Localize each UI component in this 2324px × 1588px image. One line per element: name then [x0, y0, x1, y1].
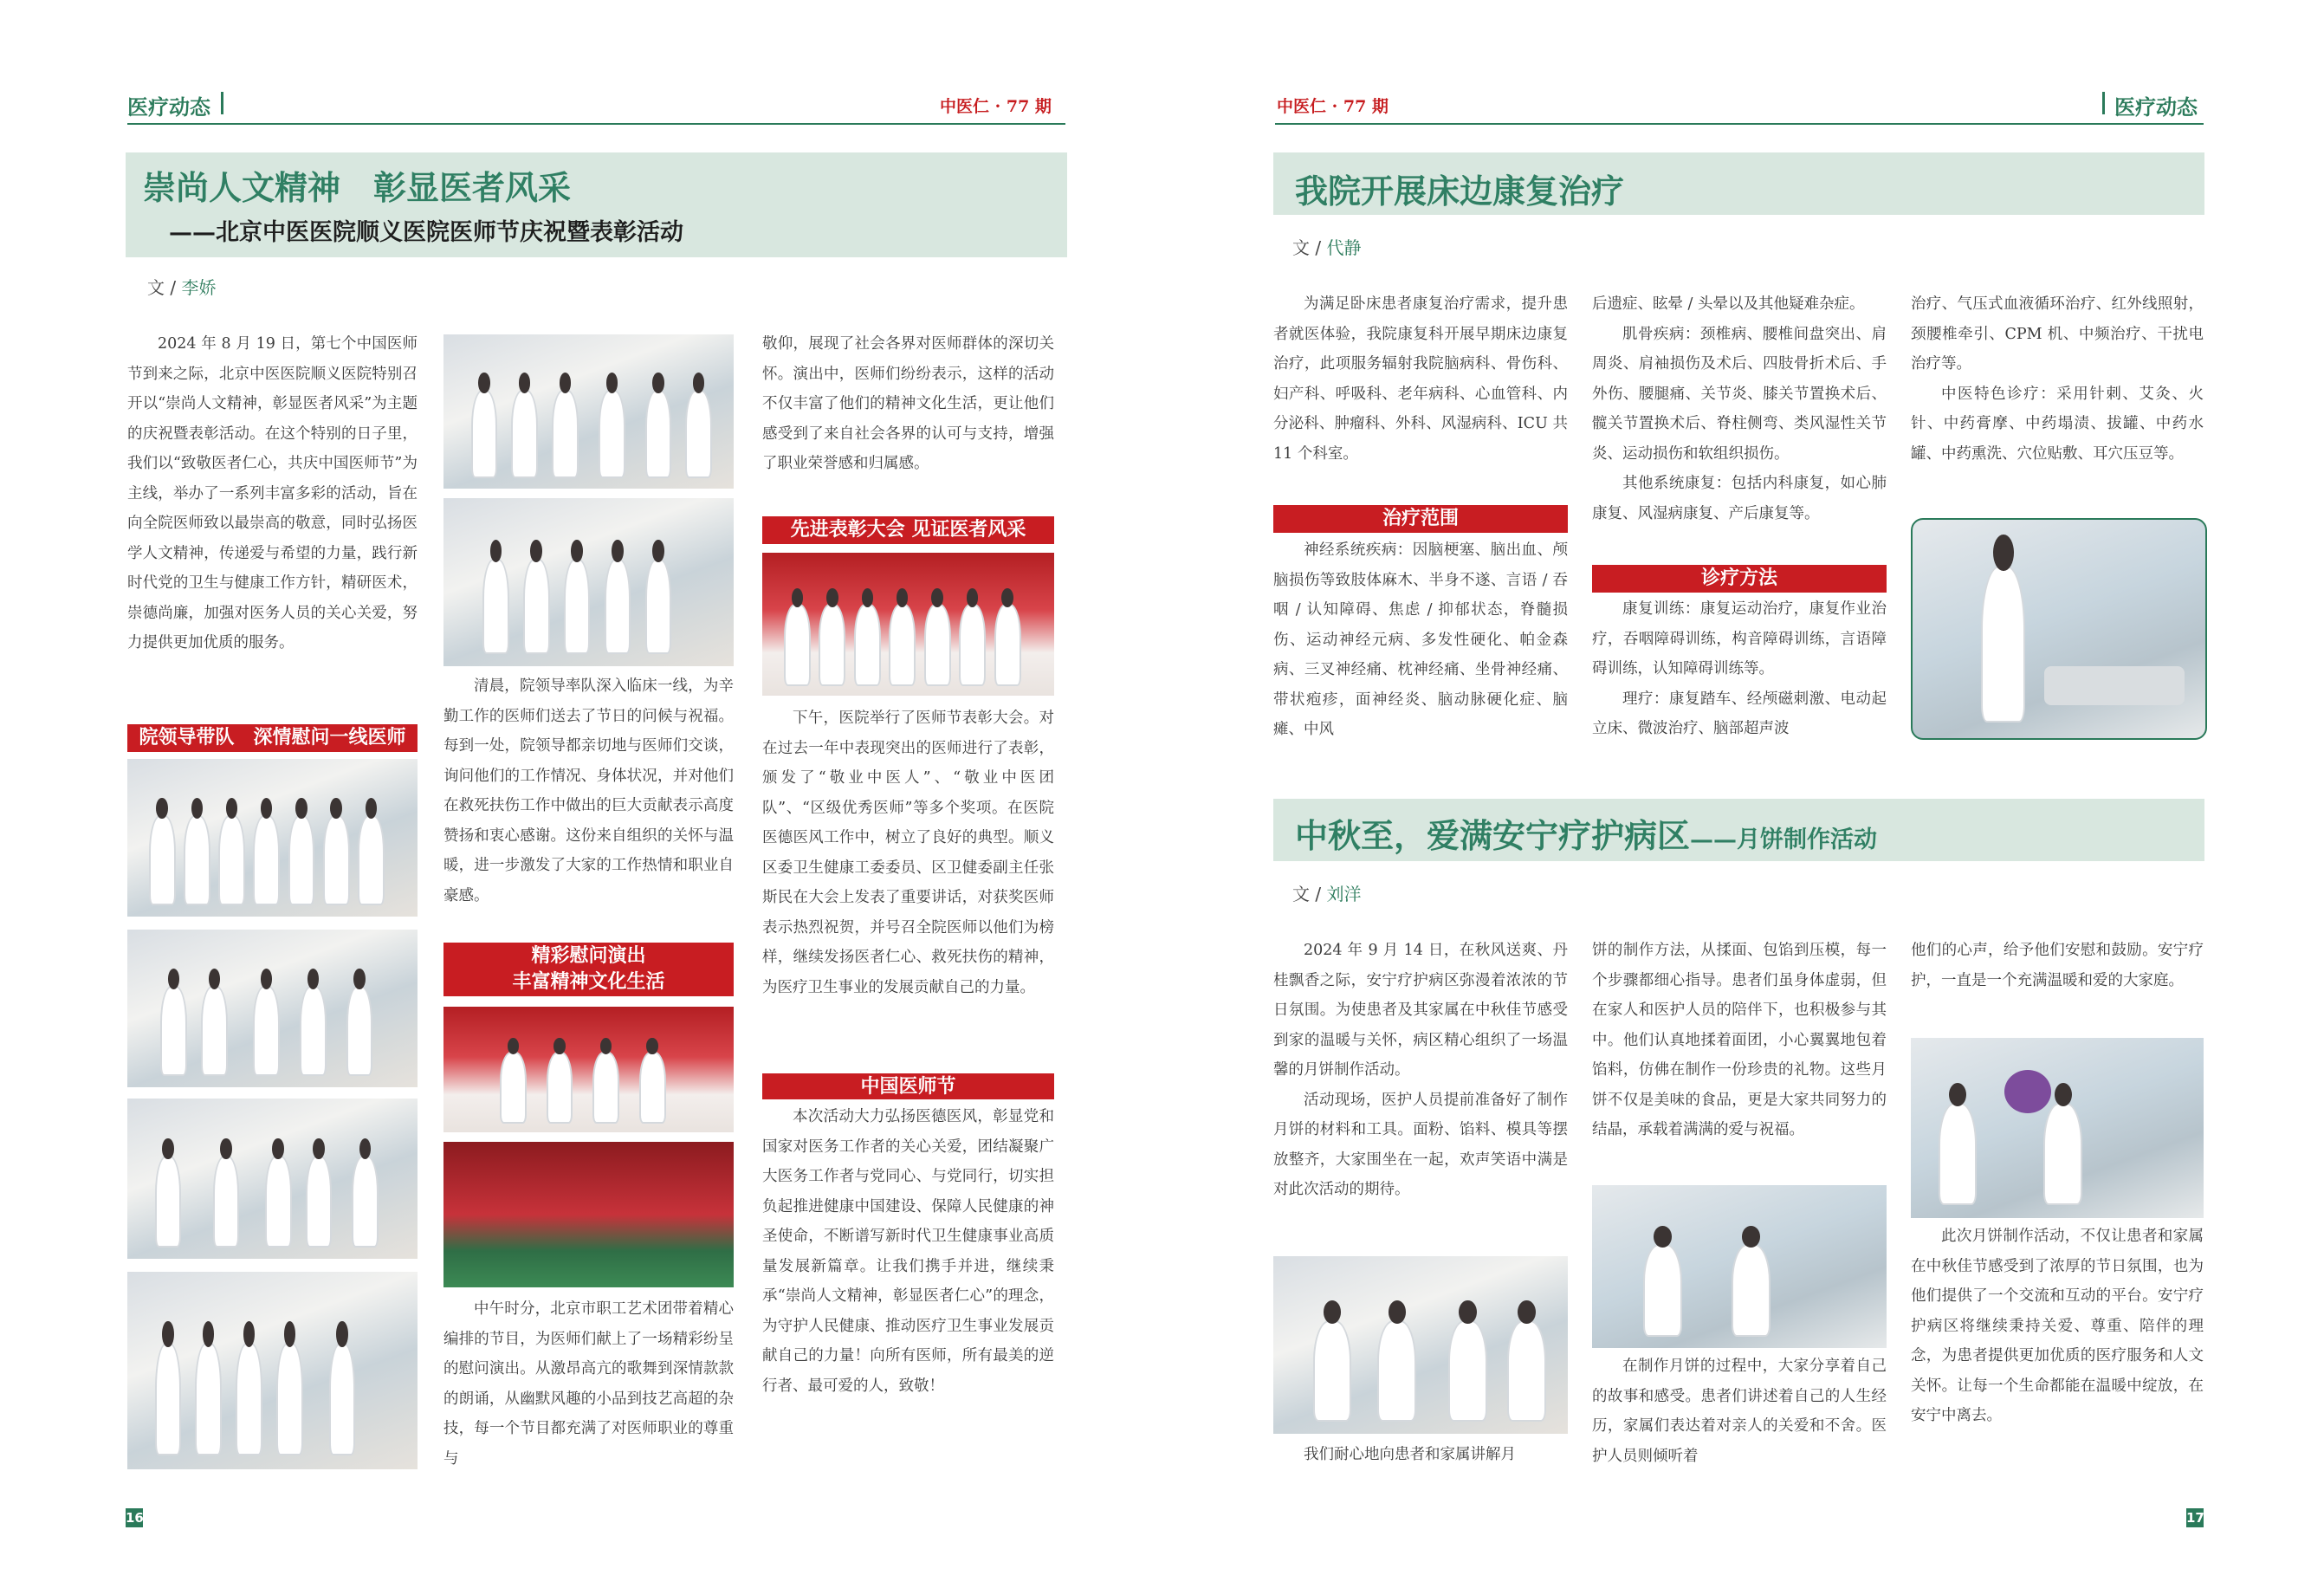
article2-section-heading-2: 诊疗方法: [1592, 565, 1887, 593]
paragraph: 治疗、气压式血液循环治疗、红外线照射，颈腰椎牵引、CPM 机、中频治疗、干扰电治疗等。: [1911, 295, 2204, 373]
paragraph: 本次活动大力弘扬医德医风，彰显党和国家对医务工作者的关心关爱，团结凝聚广大医务工作者与党同心、与党同行，切实担负起推进健康中国建设、保障人民健康的神圣使命，不断谱写新时代卫生健康事业高质量发展新篇章。让我们携手并进，继续秉承“崇尚人文精神，彰显医者仁心”的理念，为守护人民健康、推动医疗卫生事业发展贡献自己的力量！向所有医师，所有最美的逆行者、最可爱的人，致敬！: [762, 1108, 1054, 1395]
paragraph: 后遗症、眩晕 / 头晕以及其他疑难杂症。: [1592, 295, 1865, 313]
section-heading-line: 精彩慰问演出: [531, 944, 646, 967]
photo-performance-1: [443, 1007, 734, 1132]
right-issue-label: 中医仁 · 77 期: [1277, 97, 1389, 116]
paragraph: 2024 年 9 月 14 日，在秋风送爽、丹桂飘香之际，安宁疗护病区弥漫着浓浓的节日氛围。为使患者及其家属在中秋佳节感受到家的温暖与关怀，病区精心组织了一场温馨的月饼制作活动。: [1273, 942, 1568, 1079]
article3-title-box: [1273, 799, 2204, 861]
photo-mooncake-ward: [1911, 1038, 2204, 1218]
paragraph: 我们耐心地向患者和家属讲解月: [1304, 1446, 1516, 1463]
article1-col3b: [762, 703, 1054, 1002]
left-section-divider: [221, 92, 223, 114]
byline-prefix: 文 /: [147, 277, 182, 298]
article3-col3a: [1911, 936, 2204, 995]
paragraph: 敬仰，展现了社会各界对医师群体的深切关怀。演出中，医师们纷纷表示，这样的活动不仅丰富了他们的精神文化生活，更让他们感受到了来自社会各界的认可与支持，增强了职业荣誉感和归属感。: [762, 335, 1054, 472]
byline-prefix: 文 /: [1292, 884, 1327, 904]
paragraph: 活动现场，医护人员提前准备好了制作月饼的材料和工具。面粉、馅料、模具等摆放整齐，大家围坐在一起，欢声笑语中满是对此次活动的期待。: [1273, 1091, 1568, 1198]
paragraph: 神经系统疾病：因脑梗塞、脑出血、颅脑损伤等致肢体麻木、半身不遂、言语 / 吞咽 / 认知障碍、焦虑 / 抑郁状态，脊髓损伤、运动神经元病、多发性硬化、帕金森病、三叉神经痛、枕神经痛、坐骨神经痛、带状疱疹，面神经炎、脑动脉硬化症、脑瘫、中风: [1273, 541, 1568, 738]
right-section-divider: [2102, 92, 2105, 114]
article1-col1: [127, 329, 418, 658]
article2-col2a: [1592, 289, 1887, 528]
article1-section-heading-4: 中国医师节: [762, 1073, 1054, 1099]
article1-section-heading-3: 先进表彰大会 见证医者风采: [762, 516, 1054, 544]
paragraph: 此次月饼制作活动，不仅让患者和家属在中秋佳节感受到了浓厚的节日氛围，也为他们提供了一个交流和互动的平台。安宁疗护病区将继续秉持关爱、尊重、陪伴的理念，为患者提供更加优质的医疗服务和人文关怀。让每一个生命都能在温暖中绽放，在安宁中离去。: [1911, 1228, 2204, 1424]
paragraph: 他们的心声，给予他们安慰和鼓励。安宁疗护，一直是一个充满温暖和爱的大家庭。: [1911, 942, 2204, 989]
paragraph: 清晨，院领导率队深入临床一线，为辛勤工作的医师们送去了节日的问候与祝福。每到一处，院领导都亲切地与医师们交谈，询问他们的工作情况、身体状况，并对他们在救死扶伤工作中做出的巨大贡献表示高度赞扬和衷心感谢。这份来自组织的关怀与温暖，进一步激发了大家的工作热情和职业自豪感。: [443, 677, 734, 904]
photo-award-ceremony: [762, 553, 1054, 696]
paragraph: 饼的制作方法，从揉面、包馅到压模，每一个步骤都细心指导。患者们虽身体虚弱，但在家人和医护人员的陪伴下，也积极参与其中。他们认真地揉着面团，小心翼翼地包着馅料，仿佛在制作一份珍贵的礼物。这些月饼不仅是美味的食品，更是大家共同努力的结晶，承载着满满的爱与祝福。: [1592, 942, 1887, 1138]
left-header-rule: [127, 123, 1065, 125]
paragraph: 其他系统康复：包括内科康复，如心肺康复、风湿病康复、产后康复等。: [1592, 475, 1887, 522]
photo-doctor-group-2: [127, 930, 418, 1087]
left-page-number: 16: [126, 1510, 144, 1526]
article1-author: 李娇: [181, 277, 217, 298]
article2-byline: [1292, 234, 1361, 259]
paragraph: 理疗：康复踏车、经颅磁刺激、电动起立床、微波治疗、脑部超声波: [1592, 690, 1887, 737]
photo-leaders-visit-2: [443, 498, 734, 666]
article2-author: 代静: [1326, 237, 1362, 258]
paragraph: 下午，医院举行了医师节表彰大会。对在过去一年中表现突出的医师进行了表彰，颁发了“敬业中医人”、“敬业中医团队”、“区级优秀医师”等多个奖项。在医院医德医风工作中，树立了良好的典型。顺义区委卫生健康工委委员、区卫健委副主任张斯民在大会上发表了重要讲话，对获奖医师表示热烈祝贺，并号召全院医师以他们为榜样，继续发扬医者仁心、救死扶伤的精神，为医疗卫生事业的发展贡献自己的力量。: [762, 710, 1054, 996]
article2-col1b: [1273, 535, 1568, 745]
article1-col3c: [762, 1102, 1054, 1401]
article1-col3a: [762, 329, 1054, 479]
article1-col2a: [443, 671, 734, 911]
byline-prefix: 文 /: [1292, 237, 1327, 258]
section-heading-line: 丰富精神文化生活: [512, 970, 665, 993]
article1-section-heading-2: [443, 943, 734, 996]
article3-title-line: [1295, 809, 1877, 857]
article3-byline: [1292, 880, 1361, 905]
paragraph: 中医特色诊疗：采用针刺、艾灸、火针、中药膏摩、中药塌渍、拔罐、中药水罐、中药熏洗、穴位贴敷、耳穴压豆等。: [1911, 385, 2204, 463]
article1-title-box: [126, 152, 1067, 257]
article3-col2: [1592, 936, 1887, 1145]
article1-byline: [147, 274, 216, 299]
photo-doctor-group-4: [127, 1272, 418, 1469]
photo-doctor-group-3: [127, 1099, 418, 1259]
article2-title: 我院开展床边康复治疗: [1295, 172, 1625, 211]
article2-col3: [1911, 289, 2204, 469]
paragraph: 肌骨疾病：颈椎病、腰椎间盘突出、肩周炎、肩袖损伤及术后、四肢骨折术后、手外伤、腰腿痛、关节炎、膝关节置换术后、髋关节置换术后、脊柱侧弯、类风湿性关节炎、运动损伤和软组织损伤。: [1592, 325, 1887, 463]
paragraph: 中午时分，北京市职工艺术团带着精心编排的节目，为医师们献上了一场精彩纷呈的慰问演出。从激昂高亢的歌舞到深情款款的朗诵，从幽默风趣的小品到技艺高超的杂技，每一个节目都充满了对医师职业的尊重与: [443, 1300, 734, 1468]
paragraph: 2024 年 8 月 19 日，第七个中国医师节到来之际，北京中医医院顺义医院特别召开以“崇尚人文精神，彰显医者风采”为主题的庆祝暨表彰活动。在这个特别的日子里，我们以“致敬医者仁心，共庆中国医师节”为主线，举办了一系列丰富多彩的活动，旨在向全院医师致以最崇高的敬意，同时弘扬医学人文精神，传递爱与希望的力量，践行新时代党的卫生与健康工作方针，精研医术，崇德尚廉，加强对医务人员的关心关爱，努力提供更加优质的服务。: [127, 335, 418, 651]
paragraph: 为满足卧床患者康复治疗需求，提升患者就医体验，我院康复科开展早期床边康复治疗，此项服务辐射我院脑病科、骨伤科、妇产科、呼吸科、老年病科、心血管科、内分泌科、肿瘤科、外科、风湿病科、ICU 共 11 个科室。: [1273, 295, 1568, 463]
article1-subtitle: ——北京中医医院顺义医院医师节庆祝暨表彰活动: [169, 219, 683, 246]
right-header-rule: [1275, 123, 2204, 125]
photo-mooncake-making-2: [1592, 1185, 1887, 1348]
article2-title-box: [1273, 152, 2204, 215]
photo-mooncake-making-1: [1273, 1256, 1568, 1434]
article1-col2b: [443, 1294, 734, 1474]
article3-col3b: [1911, 1222, 2204, 1431]
left-section-label: 医疗动态: [127, 95, 210, 120]
article1-section-heading-1: 院领导带队 深情慰问一线医师: [127, 724, 418, 752]
article3-col1b: [1273, 1440, 1568, 1470]
article3-author: 刘洋: [1326, 884, 1362, 904]
article3-col1: [1273, 936, 1568, 1205]
paragraph: 康复训练：康复运动治疗，康复作业治疗，吞咽障碍训练，构音障碍训练，言语障碍训练，认知障碍训练等。: [1592, 600, 1887, 677]
right-section-label: 医疗动态: [2114, 95, 2198, 120]
photo-performance-2: [443, 1142, 734, 1287]
article2-col2b: [1592, 594, 1887, 744]
article3-subtitle: ——月饼制作活动: [1690, 826, 1878, 853]
photo-leaders-visit-1: [443, 334, 734, 489]
photo-doctor-group-1: [127, 759, 418, 917]
article3-title: 中秋至，爱满安宁疗护病区: [1295, 816, 1691, 855]
right-page-number: 17: [2186, 1510, 2204, 1526]
paragraph: 在制作月饼的过程中，大家分享着自己的故事和感受。患者们讲述着自己的人生经历，家属们表达着对亲人的关爱和不舍。医护人员则倾听着: [1592, 1358, 1887, 1465]
photo-bedside-rehab: [1911, 518, 2207, 740]
article3-col2b: [1592, 1351, 1887, 1471]
left-issue-label: 中医仁 · 77 期: [940, 97, 1052, 116]
article2-col1a: [1273, 289, 1568, 469]
article1-title: 崇尚人文精神 彰显医者风采: [143, 168, 572, 207]
article2-section-heading-1: 治疗范围: [1273, 505, 1568, 533]
